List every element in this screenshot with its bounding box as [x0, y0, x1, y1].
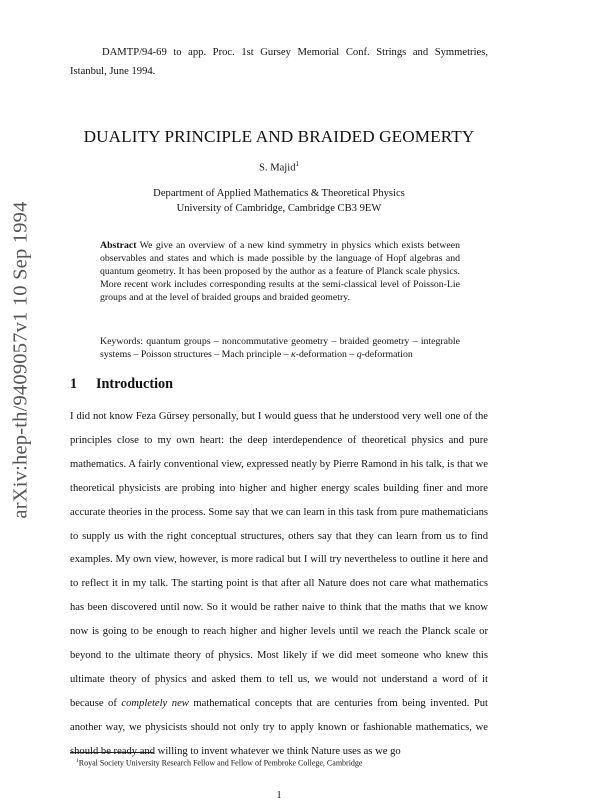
footnote-text: Royal Society University Research Fellow and Fellow of Pembroke College, Cambridge [78, 758, 363, 768]
affiliation-line-2: University of Cambridge, Cambridge CB3 9EW [176, 202, 382, 214]
author-footnote-mark: 1 [295, 160, 299, 168]
introduction-paragraph [70, 405, 488, 764]
author-line [70, 160, 488, 174]
preprint-note: DAMTP/94-69 to app. Proc. 1st Gursey Memorial Conf. Strings and Symmetries, Istanbul, June 1994. [70, 47, 488, 77]
keywords-text-end: -deformation [361, 348, 413, 360]
keywords-q: q [356, 348, 362, 360]
keywords [100, 336, 460, 362]
keywords-kappa: κ [291, 348, 296, 360]
section-title: Introduction [96, 376, 173, 392]
section-number: 1 [70, 376, 78, 392]
footnote [76, 756, 488, 769]
section-heading [70, 376, 173, 393]
paper-title: DUALITY PRINCIPLE AND BRAIDED GEOMERTY [83, 127, 475, 146]
footnote-divider [70, 752, 154, 753]
author-name: S. Majid [259, 162, 296, 174]
intro-emphasis: completely new [121, 697, 189, 709]
intro-text-part-2: mathematical concepts that are centuries from being invented. Put another way, we physicists should not only try to apply known or fashionable mathematics, we should be ready and willing to invent whatever we think Nature uses as we go [70, 697, 488, 757]
keywords-text: Keywords: quantum groups – noncommutative geometry – braided geometry – integrable systems – Poisson structures – Mach principle – [100, 336, 460, 360]
abstract-text: We give an overview of a new kind symmetry in physics which exists between observables and states and which is made possible by the language of Hopf algebras and quantum geometry. It has been proposed by the author as a feature of Planck scale physics. More recent work includes corresponding results at the semi-classical level of Poisson-Lie groups and at the level of braided groups and braided geometry. [100, 240, 460, 303]
affiliation-line-1: Department of Applied Mathematics & Theoretical Physics [153, 188, 405, 199]
affiliation [70, 187, 488, 216]
abstract [100, 240, 460, 305]
footnote-mark: 1 [76, 758, 79, 764]
arxiv-identifier-sidebar [6, 200, 36, 520]
abstract-label: Abstract [100, 240, 137, 251]
arxiv-identifier-text: arXiv:hep-th/9409057v1 10 Sep 1994 [9, 201, 32, 519]
intro-text-part-1: I did not know Feza Gürsey personally, but I would guess that he understood very well one of the principles close to my own heart: the deep interdependence of theoretical physics and pure mathematics. A fairly conventional view, expressed neatly by Pierre Ramond in his talk, is that we theoretical physicists are probing into higher and higher energy scales building finer and more accurate theories in the process. Some say that we can learn in this task from pure mathematicians to supply us with the right conceptual structures, others say that they can learn from us to find examples. My own view, however, is more radical but I will try nevertheless to outline it here and to reflect it in my talk. The starting point is that after all Nature does not care what mathematics has been discovered until now. So it would be rather naive to think that the maths that we know now is going to be enough to reach higher and higher levels until we reach the Planck scale or beyond to the ultimate theory of physics. Most likely if we did meet someone who knew this ultimate theory of physics and asked them to tell us, we would not understand a word of it because of [70, 411, 488, 709]
page-number: 1 [276, 790, 282, 801]
keywords-text-2: -deformation – [295, 348, 357, 360]
